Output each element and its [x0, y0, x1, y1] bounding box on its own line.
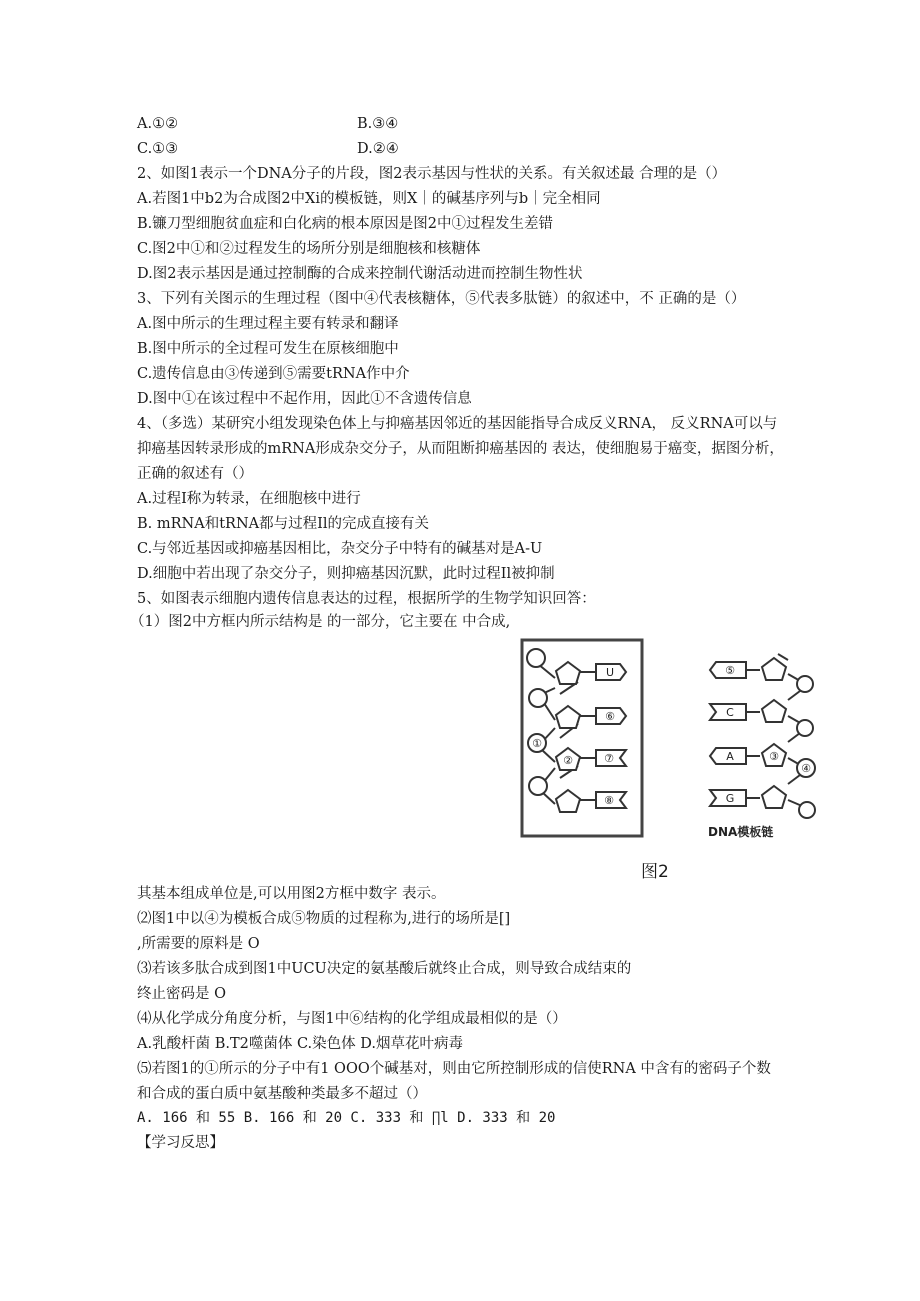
- q4-option-a: A.过程I称为转录，在细胞核中进行: [137, 491, 361, 507]
- q1-option-b: B.③④: [357, 116, 399, 132]
- label-u: U: [605, 666, 615, 679]
- q5-part5-line1: ⑸若图1的①所示的分子中有1 OOO个碱基对，则由它所控制形成的信使RNA 中含有的密码子个数: [137, 1061, 771, 1077]
- label-1: ①: [532, 737, 542, 750]
- study-reflection-heading: 【学习反思】: [137, 1135, 224, 1151]
- q5-part5-line2: 和合成的蛋白质中氨基酸种类最多不超过（）: [137, 1086, 427, 1102]
- q4-stem-line3: 正确的叙述有（）: [137, 466, 253, 482]
- q2-option-d: D.图2表示基因是通过控制酶的合成来控制代谢活动进而控制生物性状: [137, 266, 583, 282]
- q5-part2-line2: ,所需要的原料是 O: [137, 936, 260, 952]
- q3-option-a: A.图中所示的生理过程主要有转录和翻译: [137, 316, 399, 332]
- label-6: ⑥: [605, 710, 615, 723]
- figure-rna-structure: [520, 638, 645, 838]
- q4-option-c: C.与邻近基因或抑癌基因相比，杂交分子中特有的碱基对是A-U: [137, 541, 543, 557]
- q5-part4-options: A.乳酸杆菌 B.T2噬菌体 C.染色体 D.烟草花叶病毒: [137, 1036, 463, 1052]
- q5-part1-continued: 其基本组成单位是,可以用图2方框中数字 表示。: [137, 886, 446, 902]
- label-5: ⑤: [725, 664, 735, 677]
- q4-stem-line1: 4、（多选）某研究小组发现染色体上与抑癌基因邻近的基因能指导合成反义RNA， 反义RNA可以与: [137, 416, 778, 432]
- q5-part4: ⑷从化学成分角度分析，与图1中⑥结构的化学组成最相似的是（）: [137, 1011, 567, 1027]
- figure-2-label: 图2: [641, 862, 669, 882]
- q2-option-a: A.若图1中b2为合成图2中Xi的模板链，则X｜的碱基序列与b｜完全相同: [137, 191, 601, 207]
- q3-option-b: B.图中所示的全过程可发生在原核细胞中: [137, 341, 399, 357]
- label-c: C: [726, 706, 734, 719]
- label-3: ③: [769, 750, 779, 763]
- label-a: A: [726, 750, 734, 763]
- q5-part5-options: A. 166 和 55 B. 166 和 20 C. 333 和 ∏l D. 333 和 20: [137, 1110, 556, 1126]
- q3-option-c: C.遗传信息由③传递到⑤需要tRNA作中介: [137, 366, 410, 382]
- q4-option-b: B. mRNA和tRNA都与过程Il的完成直接有关: [137, 516, 429, 532]
- q1-option-c: C.①③: [137, 141, 179, 157]
- label-4: ④: [801, 762, 811, 775]
- q3-option-d: D.图中①在该过程中不起作用，因此①不含遗传信息: [137, 391, 472, 407]
- label-7: ⑦: [604, 752, 614, 765]
- label-8: ⑧: [604, 794, 614, 807]
- q5-stem: 5、如图表示细胞内遗传信息表达的过程，根据所学的生物学知识回答：: [137, 591, 596, 607]
- q1-option-a: A.①②: [137, 116, 179, 132]
- figure-dna-template: [704, 648, 826, 844]
- q2-option-b: B.镰刀型细胞贫血症和白化病的根本原因是图2中①过程发生差错: [137, 216, 553, 232]
- label-g: G: [725, 792, 735, 805]
- q5-part3-line2: 终止密码是 O: [137, 986, 226, 1002]
- q2-option-c: C.图2中①和②过程发生的场所分别是细胞核和核糖体: [137, 241, 481, 257]
- q3-stem: 3、下列有关图示的生理过程（图中④代表核糖体，⑤代表多肽链）的叙述中，不 正确的是（）: [137, 291, 746, 307]
- q5-part2-line1: ⑵图1中以④为模板合成⑤物质的过程称为,进行的场所是[]: [137, 911, 511, 927]
- q4-option-d: D.细胞中若出现了杂交分子，则抑癌基因沉默，此时过程Il被抑制: [137, 566, 555, 582]
- q4-stem-line2: 抑癌基因转录形成的mRNA形成杂交分子，从而阻断抑癌基因的 表达，使细胞易于癌变，据图分析，: [137, 441, 784, 457]
- label-2: ②: [563, 754, 573, 767]
- q5-part3-line1: ⑶若该多肽合成到图1中UCU决定的氨基酸后就终止合成，则导致合成结束的: [137, 961, 632, 977]
- dna-template-caption: DNA模板链: [708, 825, 774, 839]
- q2-stem: 2、如图1表示一个DNA分子的片段，图2表示基因与性状的关系。有关叙述最 合理的是（）: [137, 166, 727, 182]
- q1-option-d: D.②④: [357, 141, 399, 157]
- q5-part1: （1）图2中方框内所示结构是 的一部分，它主要在 中合成,: [130, 614, 511, 630]
